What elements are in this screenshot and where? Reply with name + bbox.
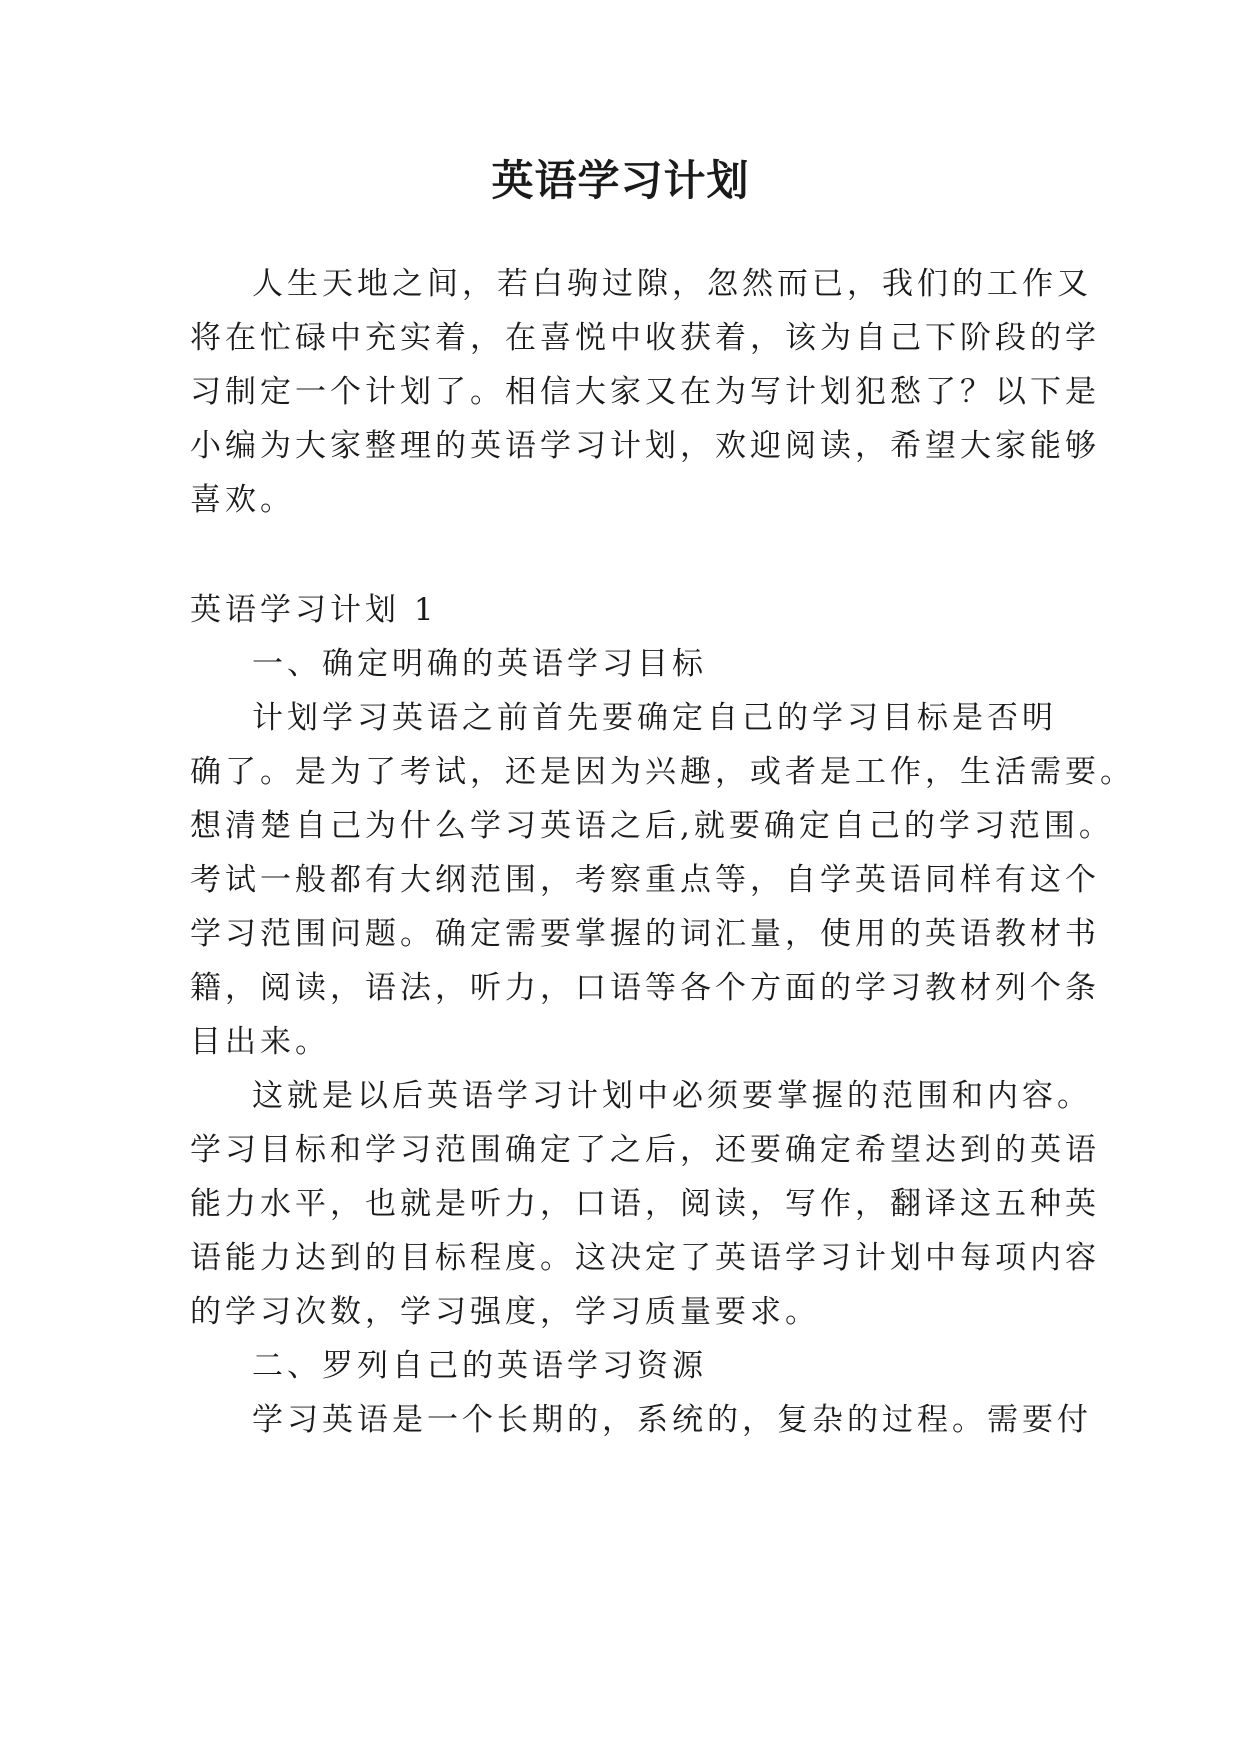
body-line-7: 目出来。 (190, 1024, 330, 1060)
body-line-1: 计划学习英语之前首先要确定自己的学习目标是否明 (252, 700, 1057, 736)
body-line-10: 能力水平，也就是听力，口语，阅读，写作，翻译这五种英 (190, 1186, 1100, 1222)
body-line-5: 学习范围问题。确定需要掌握的词汇量，使用的英语教材书 (190, 916, 1100, 952)
body-line-2: 确了。是为了考试，还是因为兴趣，或者是工作，生活需要。 (190, 754, 1135, 790)
intro-line-5: 喜欢。 (190, 482, 295, 518)
document-title: 英语学习计划 (491, 156, 750, 205)
body-line-3: 想清楚自己为什么学习英语之后,就要确定自己的学习范围。 (190, 808, 1114, 844)
body-line-11: 语能力达到的目标程度。这决定了英语学习计划中每项内容 (190, 1240, 1100, 1276)
body-line-13: 学习英语是一个长期的，系统的，复杂的过程。需要付 (252, 1402, 1092, 1438)
intro-line-4: 小编为大家整理的英语学习计划，欢迎阅读，希望大家能够 (190, 428, 1100, 464)
intro-line-1: 人生天地之间，若白驹过隙，忽然而已，我们的工作又 (252, 266, 1092, 302)
body-line-6: 籍，阅读，语法，听力，口语等各个方面的学习教材列个条 (190, 970, 1100, 1006)
intro-line-2: 将在忙碌中充实着，在喜悦中收获着，该为自己下阶段的学 (190, 320, 1100, 356)
intro-line-3: 习制定一个计划了。相信大家又在为写计划犯愁了？以下是 (190, 374, 1100, 410)
subheading-1: 一、确定明确的英语学习目标 (252, 646, 707, 682)
body-line-8: 这就是以后英语学习计划中必须要掌握的范围和内容。 (252, 1078, 1092, 1114)
body-line-9: 学习目标和学习范围确定了之后，还要确定希望达到的英语 (190, 1132, 1100, 1168)
subheading-2: 二、罗列自己的英语学习资源 (252, 1348, 707, 1384)
section-heading-plan-1: 英语学习计划 1 (190, 592, 438, 628)
body-line-12: 的学习次数，学习强度，学习质量要求。 (190, 1294, 820, 1330)
body-line-4: 考试一般都有大纲范围，考察重点等，自学英语同样有这个 (190, 862, 1100, 898)
